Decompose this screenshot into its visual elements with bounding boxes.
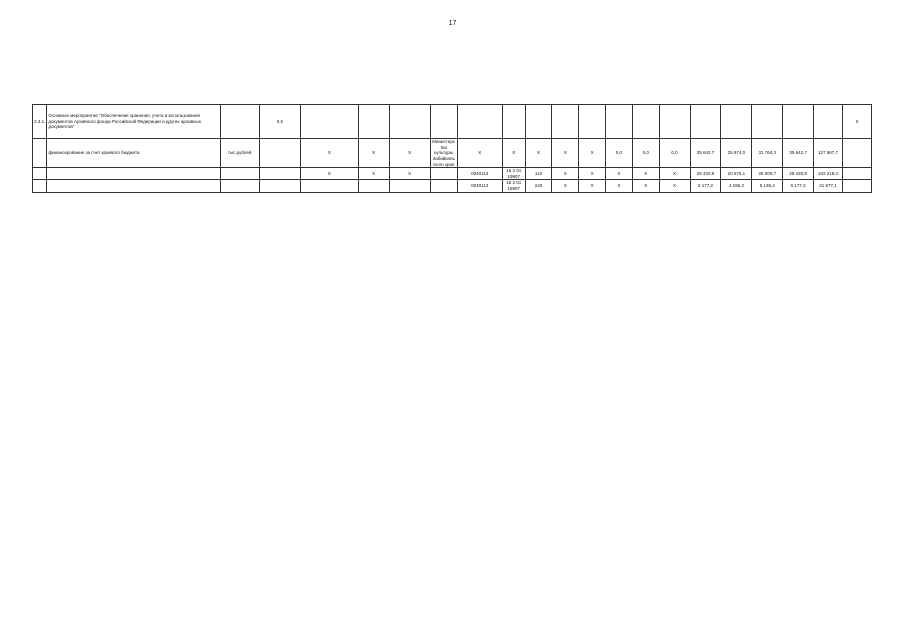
cell — [552, 105, 579, 139]
cell: Х — [579, 139, 606, 168]
cell — [525, 105, 552, 139]
program-table — [32, 104, 872, 193]
cell: Х — [842, 105, 871, 139]
cell: 21 677,1 — [814, 180, 843, 192]
cell: Х — [579, 180, 606, 192]
cell — [358, 180, 389, 192]
cell: 5 138,4 — [752, 180, 783, 192]
cell: Министерство культуры Забайкальского края — [430, 139, 457, 168]
cell: 28 420,8 — [783, 168, 814, 180]
cell — [430, 105, 457, 139]
cell — [430, 180, 457, 192]
cell: 0,0 — [606, 139, 633, 168]
row-name: Основное мероприятие "Обеспечение хранения, учета и использования документов Архивного фонда Российской Федерации и других архивных документов" — [47, 105, 220, 139]
table-row — [33, 180, 872, 192]
cell — [358, 105, 389, 139]
cell — [502, 105, 525, 139]
cell: 31 764,3 — [752, 139, 783, 168]
cell: 35 642,7 — [783, 139, 814, 168]
table-row — [33, 168, 872, 180]
cell: Х — [552, 180, 579, 192]
cell: Х — [389, 139, 430, 168]
cell: 15 2 01 19907 — [502, 180, 525, 192]
cell: Х — [659, 180, 690, 192]
cell — [389, 180, 430, 192]
cell — [690, 105, 721, 139]
cell: 35 642,7 — [690, 139, 721, 168]
cell: 28 420,8 — [690, 168, 721, 180]
cell: Х — [606, 180, 633, 192]
page-number: 17 — [448, 20, 457, 27]
cell: Х — [525, 139, 552, 168]
cell — [752, 105, 783, 139]
cell: 127 667,7 — [814, 139, 843, 168]
cell: 110 — [525, 168, 552, 180]
cell — [579, 105, 606, 139]
cell: 4 186,3 — [721, 180, 752, 192]
cell: Х — [606, 168, 633, 180]
row-weight: 0,6 — [259, 105, 300, 139]
cell: 25 974,0 — [721, 139, 752, 168]
cell — [814, 105, 843, 139]
cell: 240 — [525, 180, 552, 192]
cell: 102 218,4 — [814, 168, 843, 180]
cell — [300, 180, 358, 192]
cell: Х — [552, 139, 579, 168]
cell — [721, 105, 752, 139]
cell: Х — [300, 168, 358, 180]
cell: 6 177,2 — [690, 180, 721, 192]
cell: Х — [358, 139, 389, 168]
row-unit — [220, 105, 259, 139]
cell: Х — [659, 168, 690, 180]
cell: Х — [579, 168, 606, 180]
cell: 15 2 01 19907 — [502, 168, 525, 180]
cell: 0,0 — [632, 139, 659, 168]
cell — [783, 105, 814, 139]
table-row — [33, 139, 872, 168]
cell: Х — [632, 168, 659, 180]
cell: 0040113 — [457, 180, 502, 192]
cell: Х — [358, 168, 389, 180]
cell — [389, 105, 430, 139]
row-unit: тыс.рублей — [220, 139, 259, 168]
table-row — [33, 105, 872, 139]
cell — [659, 105, 690, 139]
cell: Х — [300, 139, 358, 168]
cell: Х — [389, 168, 430, 180]
cell: 6 177,2 — [783, 180, 814, 192]
cell: Х — [502, 139, 525, 168]
cell: Х — [632, 180, 659, 192]
cell — [430, 168, 457, 180]
cell: 20 576,1 — [721, 168, 752, 180]
cell: 0040113 — [457, 168, 502, 180]
cell: Х — [457, 139, 502, 168]
cell: 0,0 — [659, 139, 690, 168]
cell: 26 000,7 — [752, 168, 783, 180]
cell — [606, 105, 633, 139]
cell — [300, 105, 358, 139]
row-number: 2.3.1. — [33, 105, 47, 139]
cell — [457, 105, 502, 139]
cell: Х — [552, 168, 579, 180]
cell — [632, 105, 659, 139]
row-name: финансирование за счет краевого бюджета — [47, 139, 220, 168]
